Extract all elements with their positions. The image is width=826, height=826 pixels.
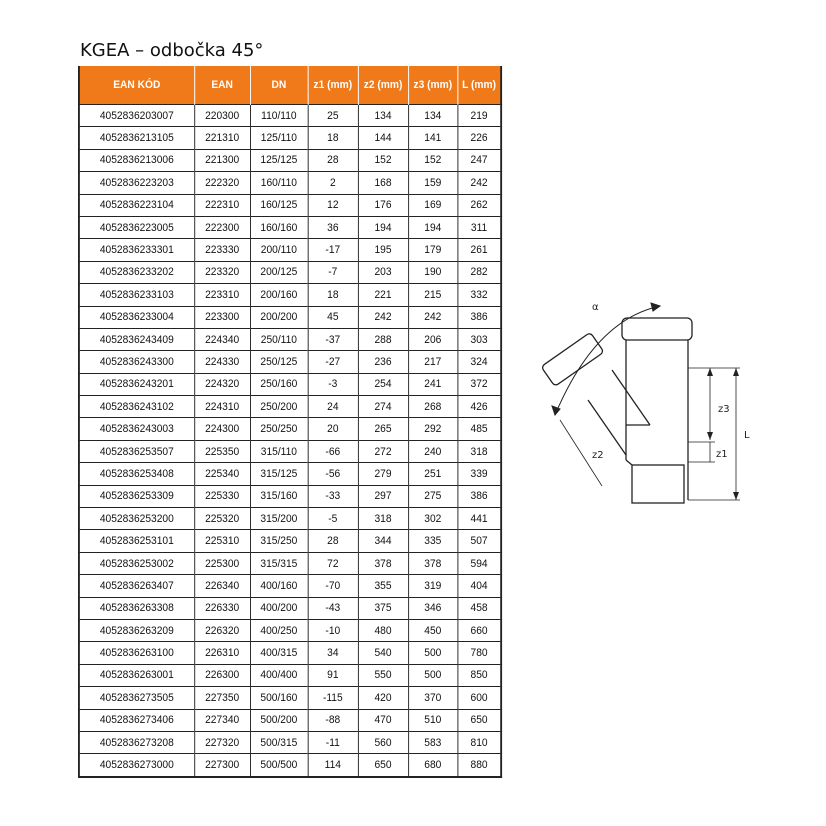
- table-cell: 241: [408, 373, 457, 395]
- table-cell: 4052836263209: [79, 619, 194, 641]
- table-cell: 144: [358, 127, 408, 149]
- table-cell: 265: [358, 418, 408, 440]
- table-cell: 223330: [194, 239, 250, 261]
- table-cell: 18: [308, 284, 358, 306]
- table-cell: 224310: [194, 396, 250, 418]
- table-cell: 242: [408, 306, 457, 328]
- table-cell: 4052836203007: [79, 105, 194, 127]
- table-cell: -43: [308, 597, 358, 619]
- table-cell: 780: [457, 642, 501, 664]
- table-cell: 297: [358, 485, 408, 507]
- table-cell: 206: [408, 328, 457, 350]
- table-cell: 540: [358, 642, 408, 664]
- table-cell: 4052836253309: [79, 485, 194, 507]
- table-cell: 355: [358, 575, 408, 597]
- table-cell: 450: [408, 619, 457, 641]
- table-cell: 660: [457, 619, 501, 641]
- table-cell: 220300: [194, 105, 250, 127]
- table-row: [79, 642, 501, 664]
- table-cell: 810: [457, 731, 501, 753]
- table-cell: 242: [457, 172, 501, 194]
- table-cell: -5: [308, 508, 358, 530]
- table-cell: -10: [308, 619, 358, 641]
- table-cell: 219: [457, 105, 501, 127]
- table-cell: 4052836233004: [79, 306, 194, 328]
- table-row: [79, 619, 501, 641]
- table-cell: 254: [358, 373, 408, 395]
- table-row: [79, 664, 501, 686]
- table-cell: 344: [358, 530, 408, 552]
- z1-label: z1: [716, 449, 728, 460]
- table-row: [79, 306, 501, 328]
- table-cell: 160/125: [250, 194, 308, 216]
- table-cell: 25: [308, 105, 358, 127]
- table-row: [79, 552, 501, 574]
- page-title: KGEA – odbočka 45°: [80, 40, 264, 61]
- column-header-ean: EAN: [194, 66, 250, 105]
- table-row: [79, 105, 501, 127]
- table-cell: 222310: [194, 194, 250, 216]
- table-row: [79, 709, 501, 731]
- table-cell: 4052836223005: [79, 216, 194, 238]
- table-cell: 134: [358, 105, 408, 127]
- table-cell: 315/250: [250, 530, 308, 552]
- table-cell: 4052836263100: [79, 642, 194, 664]
- table-cell: 224300: [194, 418, 250, 440]
- table-cell: 4052836243300: [79, 351, 194, 373]
- table-cell: 223310: [194, 284, 250, 306]
- table-cell: 12: [308, 194, 358, 216]
- table-cell: 222300: [194, 216, 250, 238]
- table-cell: 179: [408, 239, 457, 261]
- table-cell: 225300: [194, 552, 250, 574]
- table-cell: 4052836273000: [79, 754, 194, 777]
- table-row: [79, 754, 501, 777]
- angle-label: α: [592, 302, 599, 313]
- table-cell: 311: [457, 216, 501, 238]
- table-cell: -70: [308, 575, 358, 597]
- table-cell: 227350: [194, 687, 250, 709]
- table-cell: 227300: [194, 754, 250, 777]
- table-cell: 114: [308, 754, 358, 777]
- table-cell: 226300: [194, 664, 250, 686]
- table-cell: 224330: [194, 351, 250, 373]
- table-cell: 560: [358, 731, 408, 753]
- table-cell: -17: [308, 239, 358, 261]
- table-cell: 318: [457, 440, 501, 462]
- table-cell: 650: [457, 709, 501, 731]
- table-cell: 500/315: [250, 731, 308, 753]
- table-cell: 378: [408, 552, 457, 574]
- table-cell: 110/110: [250, 105, 308, 127]
- table-cell: 386: [457, 306, 501, 328]
- table-cell: 224340: [194, 328, 250, 350]
- table-cell: 324: [457, 351, 501, 373]
- table-row: [79, 194, 501, 216]
- table-cell: 217: [408, 351, 457, 373]
- column-header-l: L (mm): [457, 66, 501, 105]
- table-cell: 152: [408, 149, 457, 171]
- table-row: [79, 328, 501, 350]
- table-cell: 4052836273208: [79, 731, 194, 753]
- table-cell: 375: [358, 597, 408, 619]
- z2-label: z2: [592, 450, 604, 461]
- table-cell: 500/200: [250, 709, 308, 731]
- table-cell: 268: [408, 396, 457, 418]
- table-cell: 4052836213105: [79, 127, 194, 149]
- column-header-z1: z1 (mm): [308, 66, 358, 105]
- table-cell: 4052836223203: [79, 172, 194, 194]
- table-cell: 194: [358, 216, 408, 238]
- table-cell: 28: [308, 530, 358, 552]
- table-cell: 400/315: [250, 642, 308, 664]
- dimension-arrows: [707, 368, 739, 500]
- table-cell: 152: [358, 149, 408, 171]
- table-cell: 420: [358, 687, 408, 709]
- table-body: [79, 105, 501, 777]
- table-row: [79, 597, 501, 619]
- table-cell: 250/160: [250, 373, 308, 395]
- table-cell: 292: [408, 418, 457, 440]
- table-cell: 141: [408, 127, 457, 149]
- table-cell: 470: [358, 709, 408, 731]
- table-cell: 4052836243102: [79, 396, 194, 418]
- table-header-row: [79, 66, 501, 105]
- table-cell: 339: [457, 463, 501, 485]
- table-cell: 221: [358, 284, 408, 306]
- table-row: [79, 687, 501, 709]
- table-cell: 426: [457, 396, 501, 418]
- table-cell: 242: [358, 306, 408, 328]
- table-cell: 225310: [194, 530, 250, 552]
- table-cell: 200/125: [250, 261, 308, 283]
- table-cell: 250/125: [250, 351, 308, 373]
- table-cell: 4052836223104: [79, 194, 194, 216]
- table-cell: 226330: [194, 597, 250, 619]
- table-cell: 288: [358, 328, 408, 350]
- table-cell: -27: [308, 351, 358, 373]
- table-row: [79, 149, 501, 171]
- table-cell: 400/200: [250, 597, 308, 619]
- table-cell: 500/160: [250, 687, 308, 709]
- table-cell: 223300: [194, 306, 250, 328]
- branch-pipe: [541, 332, 650, 455]
- table-cell: 500: [408, 642, 457, 664]
- table-cell: 251: [408, 463, 457, 485]
- table-cell: 262: [457, 194, 501, 216]
- table-cell: 346: [408, 597, 457, 619]
- table-cell: 4052836273406: [79, 709, 194, 731]
- table-cell: 200/200: [250, 306, 308, 328]
- table-cell: 400/160: [250, 575, 308, 597]
- table-cell: 24: [308, 396, 358, 418]
- table-row: [79, 463, 501, 485]
- table-cell: 45: [308, 306, 358, 328]
- table-cell: -11: [308, 731, 358, 753]
- table-cell: 227320: [194, 731, 250, 753]
- table-cell: 550: [358, 664, 408, 686]
- table-cell: 125/125: [250, 149, 308, 171]
- table-cell: 4052836263001: [79, 664, 194, 686]
- table-cell: 2: [308, 172, 358, 194]
- table-cell: 221310: [194, 127, 250, 149]
- table-cell: 404: [457, 575, 501, 597]
- column-header-dn: DN: [250, 66, 308, 105]
- table-cell: 200/110: [250, 239, 308, 261]
- table-cell: 275: [408, 485, 457, 507]
- table-cell: 4052836233103: [79, 284, 194, 306]
- table-cell: 34: [308, 642, 358, 664]
- table-cell: 650: [358, 754, 408, 777]
- table-cell: 134: [408, 105, 457, 127]
- table-cell: -88: [308, 709, 358, 731]
- table-cell: 215: [408, 284, 457, 306]
- table-row: [79, 239, 501, 261]
- table-cell: 335: [408, 530, 457, 552]
- table-cell: 247: [457, 149, 501, 171]
- table-cell: 485: [457, 418, 501, 440]
- table-cell: 194: [408, 216, 457, 238]
- table-cell: 225350: [194, 440, 250, 462]
- table-cell: -7: [308, 261, 358, 283]
- table-row: [79, 261, 501, 283]
- table-cell: 594: [457, 552, 501, 574]
- table-cell: -66: [308, 440, 358, 462]
- table-cell: 4052836243201: [79, 373, 194, 395]
- table-row: [79, 440, 501, 462]
- table-cell: 378: [358, 552, 408, 574]
- table-cell: 850: [457, 664, 501, 686]
- table-cell: 160/110: [250, 172, 308, 194]
- table-cell: 203: [358, 261, 408, 283]
- table-cell: -56: [308, 463, 358, 485]
- table-cell: 227340: [194, 709, 250, 731]
- table-cell: 195: [358, 239, 408, 261]
- table-cell: 400/250: [250, 619, 308, 641]
- table-cell: 500/500: [250, 754, 308, 777]
- table-cell: 272: [358, 440, 408, 462]
- table-cell: 4052836243003: [79, 418, 194, 440]
- table-cell: 4052836273505: [79, 687, 194, 709]
- column-header-z2: z2 (mm): [358, 66, 408, 105]
- table-cell: 4052836263407: [79, 575, 194, 597]
- table-cell: 226: [457, 127, 501, 149]
- table-cell: 160/160: [250, 216, 308, 238]
- table-cell: 480: [358, 619, 408, 641]
- table-cell: 190: [408, 261, 457, 283]
- table-cell: 372: [457, 373, 501, 395]
- table-row: [79, 508, 501, 530]
- table-cell: 223320: [194, 261, 250, 283]
- table-row: [79, 127, 501, 149]
- table-cell: 240: [408, 440, 457, 462]
- table-cell: 226320: [194, 619, 250, 641]
- table-cell: 226340: [194, 575, 250, 597]
- table-cell: -37: [308, 328, 358, 350]
- table-cell: 4052836233301: [79, 239, 194, 261]
- table-cell: 282: [457, 261, 501, 283]
- table-cell: 274: [358, 396, 408, 418]
- fitting-diagram: [540, 290, 760, 520]
- table-cell: 303: [457, 328, 501, 350]
- table-cell: 224320: [194, 373, 250, 395]
- table-cell: 319: [408, 575, 457, 597]
- table-cell: -33: [308, 485, 358, 507]
- table-cell: 91: [308, 664, 358, 686]
- table-cell: 4052836233202: [79, 261, 194, 283]
- table-cell: 4052836253408: [79, 463, 194, 485]
- table-row: [79, 485, 501, 507]
- main-pipe: [622, 318, 692, 503]
- table-row: [79, 216, 501, 238]
- table-cell: 4052836213006: [79, 149, 194, 171]
- table-row: [79, 530, 501, 552]
- table-cell: 236: [358, 351, 408, 373]
- table-cell: 318: [358, 508, 408, 530]
- table-cell: 36: [308, 216, 358, 238]
- table-cell: 4052836253101: [79, 530, 194, 552]
- table-cell: 4052836253200: [79, 508, 194, 530]
- l-label: L: [744, 430, 750, 441]
- table-cell: 225320: [194, 508, 250, 530]
- table-cell: 72: [308, 552, 358, 574]
- table-row: [79, 284, 501, 306]
- table-cell: 510: [408, 709, 457, 731]
- table-cell: 169: [408, 194, 457, 216]
- table-cell: 315/200: [250, 508, 308, 530]
- z3-label: z3: [718, 404, 730, 415]
- table-cell: 226310: [194, 642, 250, 664]
- table-cell: 583: [408, 731, 457, 753]
- table-cell: 302: [408, 508, 457, 530]
- table-cell: 18: [308, 127, 358, 149]
- table-cell: 176: [358, 194, 408, 216]
- table-cell: 880: [457, 754, 501, 777]
- table-cell: 250/250: [250, 418, 308, 440]
- table-cell: 458: [457, 597, 501, 619]
- table-cell: 168: [358, 172, 408, 194]
- table-row: [79, 396, 501, 418]
- table-cell: 315/110: [250, 440, 308, 462]
- table-cell: 20: [308, 418, 358, 440]
- column-header-z3: z3 (mm): [408, 66, 457, 105]
- table-cell: 225340: [194, 463, 250, 485]
- table-cell: 225330: [194, 485, 250, 507]
- table-row: [79, 351, 501, 373]
- table-cell: 441: [457, 508, 501, 530]
- table-cell: 315/125: [250, 463, 308, 485]
- table-cell: 250/200: [250, 396, 308, 418]
- table-row: [79, 731, 501, 753]
- table-cell: 125/110: [250, 127, 308, 149]
- table-cell: -115: [308, 687, 358, 709]
- table-cell: 200/160: [250, 284, 308, 306]
- table-cell: 4052836263308: [79, 597, 194, 619]
- table-cell: 600: [457, 687, 501, 709]
- table-cell: 680: [408, 754, 457, 777]
- table-cell: 250/110: [250, 328, 308, 350]
- table-cell: -3: [308, 373, 358, 395]
- table-cell: 4052836253002: [79, 552, 194, 574]
- table-row: [79, 373, 501, 395]
- table-cell: 279: [358, 463, 408, 485]
- table-cell: 400/400: [250, 664, 308, 686]
- table-cell: 4052836253507: [79, 440, 194, 462]
- table-cell: 28: [308, 149, 358, 171]
- table-cell: 500: [408, 664, 457, 686]
- table-row: [79, 575, 501, 597]
- table-cell: 315/160: [250, 485, 308, 507]
- table-cell: 370: [408, 687, 457, 709]
- table-row: [79, 418, 501, 440]
- table-cell: 332: [457, 284, 501, 306]
- table-cell: 315/315: [250, 552, 308, 574]
- table-cell: 386: [457, 485, 501, 507]
- product-table: [78, 66, 502, 778]
- table-cell: 261: [457, 239, 501, 261]
- table-cell: 222320: [194, 172, 250, 194]
- table-cell: 4052836243409: [79, 328, 194, 350]
- table-cell: 221300: [194, 149, 250, 171]
- table-row: [79, 172, 501, 194]
- table-cell: 159: [408, 172, 457, 194]
- column-header-ean-kod: EAN KÓD: [79, 66, 194, 105]
- table-cell: 507: [457, 530, 501, 552]
